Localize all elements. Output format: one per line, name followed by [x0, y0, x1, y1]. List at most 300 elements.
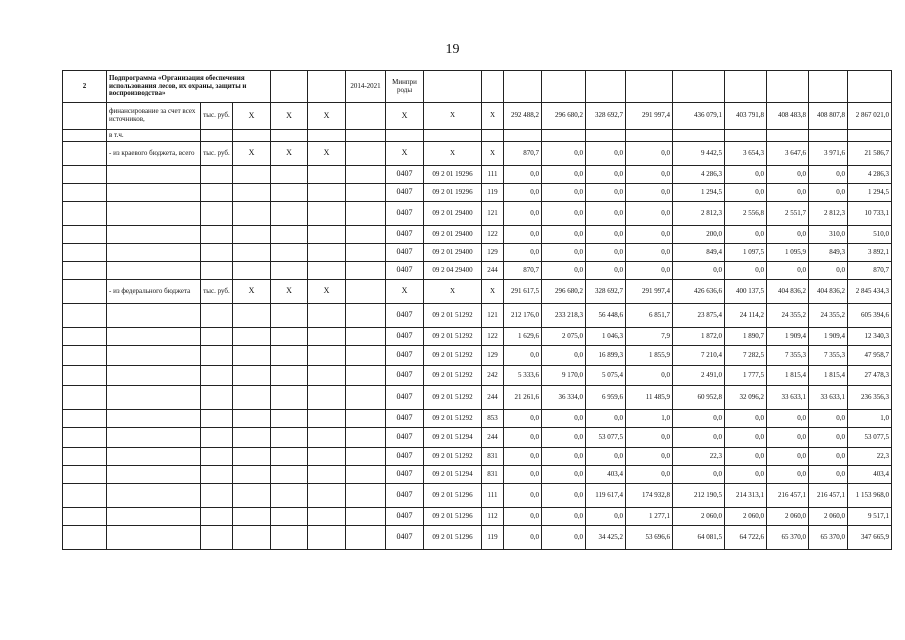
row-target-article — [424, 130, 482, 142]
row-code-1 — [233, 508, 271, 526]
row-name — [107, 226, 201, 244]
row-code-3 — [308, 448, 346, 466]
row-value — [673, 130, 725, 142]
row-value: 216 457,1 — [809, 484, 848, 508]
row-expense-type: 129 — [482, 244, 504, 262]
row-grbs: X — [386, 103, 424, 130]
table-row — [63, 130, 892, 142]
row-value: 0,0 — [767, 262, 809, 280]
row-code-1 — [233, 262, 271, 280]
table-row — [63, 103, 892, 130]
subprogram-title: Подпрограмма «Организация обеспечения использования лесов, их охраны, защиты и воспроизводства» — [107, 71, 271, 103]
row-value — [586, 130, 626, 142]
row-code-2 — [271, 130, 308, 142]
row-unit — [201, 366, 233, 386]
row-target-article: 09 2 01 19296 — [424, 166, 482, 184]
row-target-article: 09 2 01 51294 — [424, 466, 482, 484]
subprogram-period: 2014-2021 — [346, 71, 386, 103]
row-value: 3 647,6 — [767, 142, 809, 166]
row-value: 0,0 — [542, 142, 586, 166]
row-code-3 — [308, 366, 346, 386]
row-code-2 — [271, 346, 308, 366]
row-value: 22,3 — [848, 448, 892, 466]
row-target-article: X — [424, 103, 482, 130]
row-name: финансирование за счет всех источников, — [107, 103, 201, 130]
row-grbs: 0407 — [386, 184, 424, 202]
row-value: 7 355,3 — [767, 346, 809, 366]
row-value: 0,0 — [725, 262, 767, 280]
table-row — [63, 526, 892, 550]
row-value: 3 654,3 — [725, 142, 767, 166]
row-expense-type: 111 — [482, 484, 504, 508]
row-value: 0,0 — [504, 244, 542, 262]
row-value: 0,0 — [586, 166, 626, 184]
row-value: 1 815,4 — [809, 366, 848, 386]
row-value: 0,0 — [586, 410, 626, 428]
row-code-3 — [308, 386, 346, 410]
row-unit — [201, 166, 233, 184]
row-name — [107, 202, 201, 226]
row-code-3 — [308, 166, 346, 184]
row-value: 2 060,0 — [725, 508, 767, 526]
row-code-1 — [233, 130, 271, 142]
subprogram-executor: Минпри роды — [386, 71, 424, 103]
row-expense-type: 112 — [482, 508, 504, 526]
row-value: 400 137,5 — [725, 280, 767, 304]
row-expense-type: 121 — [482, 202, 504, 226]
row-value: 1 909,4 — [767, 328, 809, 346]
row-value: 0,0 — [767, 166, 809, 184]
row-value: 21 261,6 — [504, 386, 542, 410]
row-value: 0,0 — [809, 448, 848, 466]
row-value: 0,0 — [626, 226, 673, 244]
row-value — [809, 130, 848, 142]
row-target-article: 09 2 01 19296 — [424, 184, 482, 202]
table-row — [63, 244, 892, 262]
row-unit — [201, 262, 233, 280]
row-name — [107, 346, 201, 366]
row-value: 0,0 — [504, 448, 542, 466]
row-value: 53 696,6 — [626, 526, 673, 550]
row-value: 0,0 — [626, 202, 673, 226]
row-value: 233 218,3 — [542, 304, 586, 328]
row-value: 0,0 — [504, 166, 542, 184]
row-name — [107, 166, 201, 184]
row-value: 119 617,4 — [586, 484, 626, 508]
subprogram-number: 2 — [63, 71, 107, 103]
row-value: 436 079,1 — [673, 103, 725, 130]
row-value: 34 425,2 — [586, 526, 626, 550]
row-code-3 — [308, 428, 346, 448]
row-value: 0,0 — [504, 508, 542, 526]
table-row — [63, 142, 892, 166]
row-value: 200,0 — [673, 226, 725, 244]
row-value: 0,0 — [725, 226, 767, 244]
row-code-2 — [271, 244, 308, 262]
row-unit — [201, 526, 233, 550]
row-value: 0,0 — [542, 428, 586, 448]
row-value: 65 370,0 — [767, 526, 809, 550]
row-value: 870,7 — [504, 142, 542, 166]
row-value: 0,0 — [586, 226, 626, 244]
row-value — [767, 130, 809, 142]
row-value: 0,0 — [504, 202, 542, 226]
row-value: 0,0 — [673, 428, 725, 448]
row-name — [107, 526, 201, 550]
row-value: 0,0 — [504, 428, 542, 448]
table-row — [63, 466, 892, 484]
row-value: 56 448,6 — [586, 304, 626, 328]
row-value: 53 077,5 — [848, 428, 892, 448]
row-code-2: X — [271, 103, 308, 130]
row-target-article: 09 2 01 29400 — [424, 244, 482, 262]
row-value: 2 075,0 — [542, 328, 586, 346]
row-value: 0,0 — [542, 202, 586, 226]
row-code-3 — [308, 202, 346, 226]
row-value: 0,0 — [767, 466, 809, 484]
row-code-1 — [233, 428, 271, 448]
row-unit: тыс. руб. — [201, 103, 233, 130]
row-grbs: 0407 — [386, 366, 424, 386]
row-code-2 — [271, 304, 308, 328]
row-value: 404 836,2 — [809, 280, 848, 304]
row-expense-type: 244 — [482, 386, 504, 410]
row-code-1 — [233, 304, 271, 328]
row-code-3 — [308, 184, 346, 202]
row-value: 1 815,4 — [767, 366, 809, 386]
row-value: 0,0 — [542, 466, 586, 484]
row-code-1 — [233, 526, 271, 550]
row-value: 3 971,6 — [809, 142, 848, 166]
row-unit — [201, 130, 233, 142]
row-value: 0,0 — [626, 244, 673, 262]
row-value: 292 488,2 — [504, 103, 542, 130]
row-code-2 — [271, 484, 308, 508]
row-unit — [201, 508, 233, 526]
table-row — [63, 184, 892, 202]
row-target-article: 09 2 01 51292 — [424, 304, 482, 328]
row-code-3 — [308, 262, 346, 280]
row-unit — [201, 226, 233, 244]
row-target-article: 09 2 01 51292 — [424, 328, 482, 346]
row-grbs: 0407 — [386, 262, 424, 280]
row-value: 6 959,6 — [586, 386, 626, 410]
table-row — [63, 280, 892, 304]
row-value: 24 355,2 — [767, 304, 809, 328]
row-value: 0,0 — [809, 466, 848, 484]
row-grbs: 0407 — [386, 526, 424, 550]
row-code-1: X — [233, 142, 271, 166]
row-expense-type: 111 — [482, 166, 504, 184]
row-target-article: 09 2 01 51296 — [424, 526, 482, 550]
row-target-article: 09 2 01 51296 — [424, 484, 482, 508]
table-row — [63, 428, 892, 448]
row-value: 4 286,3 — [848, 166, 892, 184]
row-value: 2 060,0 — [809, 508, 848, 526]
row-value: 0,0 — [767, 448, 809, 466]
row-value: 0,0 — [626, 262, 673, 280]
row-value: 0,0 — [504, 466, 542, 484]
row-value: 0,0 — [767, 226, 809, 244]
row-value: 347 665,9 — [848, 526, 892, 550]
row-expense-type: 119 — [482, 184, 504, 202]
table-row — [63, 366, 892, 386]
row-value: 0,0 — [542, 508, 586, 526]
table-row — [63, 262, 892, 280]
row-unit — [201, 448, 233, 466]
row-code-3 — [308, 226, 346, 244]
row-value: 0,0 — [626, 428, 673, 448]
row-value: 849,4 — [673, 244, 725, 262]
row-value: 1 153 968,0 — [848, 484, 892, 508]
row-target-article: 09 2 01 29400 — [424, 202, 482, 226]
row-code-3 — [308, 130, 346, 142]
row-code-1 — [233, 366, 271, 386]
table-row — [63, 410, 892, 428]
subprogram-header-row — [63, 71, 892, 103]
row-grbs: X — [386, 280, 424, 304]
row-code-2 — [271, 448, 308, 466]
row-code-3 — [308, 244, 346, 262]
row-value: 1 046,3 — [586, 328, 626, 346]
row-value: 0,0 — [542, 262, 586, 280]
row-value: 4 286,3 — [673, 166, 725, 184]
row-expense-type: 122 — [482, 328, 504, 346]
row-code-1 — [233, 448, 271, 466]
row-name — [107, 410, 201, 428]
row-target-article: 09 2 01 51292 — [424, 346, 482, 366]
row-code-3 — [308, 508, 346, 526]
row-value: 9 517,1 — [848, 508, 892, 526]
row-value: 0,0 — [542, 226, 586, 244]
row-value: 2 556,8 — [725, 202, 767, 226]
row-unit: тыс. руб. — [201, 142, 233, 166]
table-row — [63, 346, 892, 366]
table-row — [63, 304, 892, 328]
row-value: 310,0 — [809, 226, 848, 244]
row-value: 0,0 — [767, 184, 809, 202]
row-value: 23 875,4 — [673, 304, 725, 328]
row-value: 849,3 — [809, 244, 848, 262]
row-value: 7,9 — [626, 328, 673, 346]
row-value: 0,0 — [542, 484, 586, 508]
row-value: 0,0 — [542, 410, 586, 428]
row-value: 0,0 — [626, 448, 673, 466]
row-code-1 — [233, 346, 271, 366]
row-name — [107, 448, 201, 466]
row-value: 0,0 — [626, 142, 673, 166]
row-value — [542, 130, 586, 142]
row-value: 296 680,2 — [542, 103, 586, 130]
row-value: 408 483,8 — [767, 103, 809, 130]
row-code-3 — [308, 410, 346, 428]
row-code-3 — [308, 346, 346, 366]
row-value: 212 176,0 — [504, 304, 542, 328]
row-code-1: X — [233, 103, 271, 130]
row-value: 0,0 — [626, 366, 673, 386]
row-value: 403,4 — [848, 466, 892, 484]
row-value: 0,0 — [809, 428, 848, 448]
row-value: 0,0 — [809, 262, 848, 280]
row-expense-type: 122 — [482, 226, 504, 244]
page-number: 19 — [445, 42, 460, 57]
row-value: 1 095,9 — [767, 244, 809, 262]
row-value: 1 777,5 — [725, 366, 767, 386]
row-value: 60 952,8 — [673, 386, 725, 410]
row-value: 296 680,2 — [542, 280, 586, 304]
row-value: 0,0 — [586, 262, 626, 280]
row-value: 0,0 — [673, 262, 725, 280]
row-grbs — [386, 130, 424, 142]
row-name — [107, 428, 201, 448]
row-grbs: 0407 — [386, 346, 424, 366]
row-name — [107, 508, 201, 526]
row-value: 0,0 — [542, 184, 586, 202]
row-value: 32 096,2 — [725, 386, 767, 410]
row-grbs: X — [386, 142, 424, 166]
row-value: 426 636,6 — [673, 280, 725, 304]
row-value: 2 491,0 — [673, 366, 725, 386]
row-value: 2 812,3 — [809, 202, 848, 226]
row-target-article: 09 2 04 29400 — [424, 262, 482, 280]
row-value: 404 836,2 — [767, 280, 809, 304]
row-value: 22,3 — [673, 448, 725, 466]
row-code-2 — [271, 526, 308, 550]
row-value: 605 394,6 — [848, 304, 892, 328]
row-value: 0,0 — [626, 166, 673, 184]
row-code-3 — [308, 328, 346, 346]
budget-table — [62, 70, 892, 550]
row-unit — [201, 244, 233, 262]
row-value: 0,0 — [809, 410, 848, 428]
row-value: 328 692,7 — [586, 280, 626, 304]
row-target-article: 09 2 01 51292 — [424, 410, 482, 428]
row-code-2 — [271, 202, 308, 226]
row-value: 9 442,5 — [673, 142, 725, 166]
row-unit — [201, 410, 233, 428]
row-value: 0,0 — [542, 346, 586, 366]
row-unit — [201, 328, 233, 346]
row-unit — [201, 304, 233, 328]
row-value: 36 334,0 — [542, 386, 586, 410]
row-value: 21 586,7 — [848, 142, 892, 166]
row-code-2 — [271, 166, 308, 184]
row-expense-type: 853 — [482, 410, 504, 428]
row-value: 0,0 — [586, 244, 626, 262]
row-value: 0,0 — [673, 410, 725, 428]
row-value: 7 282,5 — [725, 346, 767, 366]
row-value: 0,0 — [809, 166, 848, 184]
row-grbs: 0407 — [386, 328, 424, 346]
row-value: 0,0 — [504, 184, 542, 202]
row-code-1 — [233, 484, 271, 508]
row-value: 0,0 — [673, 466, 725, 484]
row-name — [107, 386, 201, 410]
row-value: 12 340,3 — [848, 328, 892, 346]
row-value: 7 355,3 — [809, 346, 848, 366]
row-expense-type: 119 — [482, 526, 504, 550]
row-value: 2 060,0 — [673, 508, 725, 526]
row-value: 510,0 — [848, 226, 892, 244]
row-code-3: X — [308, 280, 346, 304]
row-name — [107, 366, 201, 386]
row-name — [107, 262, 201, 280]
row-code-2 — [271, 508, 308, 526]
row-value: 0,0 — [725, 184, 767, 202]
row-value: 291 997,4 — [626, 103, 673, 130]
row-value: 9 170,0 — [542, 366, 586, 386]
table-row — [63, 508, 892, 526]
row-value: 3 892,1 — [848, 244, 892, 262]
row-code-1 — [233, 328, 271, 346]
row-value — [725, 130, 767, 142]
row-unit — [201, 428, 233, 448]
row-value: 24 114,2 — [725, 304, 767, 328]
row-code-3 — [308, 304, 346, 328]
table-row — [63, 448, 892, 466]
row-value: 870,7 — [504, 262, 542, 280]
row-value: 1 872,0 — [673, 328, 725, 346]
row-grbs: 0407 — [386, 166, 424, 184]
row-code-2 — [271, 262, 308, 280]
row-code-1: X — [233, 280, 271, 304]
row-value: 16 899,3 — [586, 346, 626, 366]
table-row — [63, 328, 892, 346]
row-code-2 — [271, 386, 308, 410]
row-value: 408 807,8 — [809, 103, 848, 130]
row-value: 2 551,7 — [767, 202, 809, 226]
row-unit — [201, 202, 233, 226]
row-value: 0,0 — [725, 466, 767, 484]
row-value: 2 867 021,0 — [848, 103, 892, 130]
row-code-2 — [271, 226, 308, 244]
row-value: 0,0 — [586, 202, 626, 226]
row-unit — [201, 386, 233, 410]
row-code-2 — [271, 428, 308, 448]
row-grbs: 0407 — [386, 202, 424, 226]
row-value: 0,0 — [504, 410, 542, 428]
row-value: 214 313,1 — [725, 484, 767, 508]
row-value: 1 855,9 — [626, 346, 673, 366]
row-value: 53 077,5 — [586, 428, 626, 448]
row-code-2 — [271, 328, 308, 346]
row-value: 0,0 — [725, 428, 767, 448]
row-value: 7 210,4 — [673, 346, 725, 366]
row-value: 1 909,4 — [809, 328, 848, 346]
row-value: 0,0 — [542, 526, 586, 550]
row-expense-type: X — [482, 142, 504, 166]
row-grbs: 0407 — [386, 244, 424, 262]
row-value: 0,0 — [542, 448, 586, 466]
row-code-1 — [233, 466, 271, 484]
row-value: 0,0 — [542, 166, 586, 184]
row-value: 174 932,8 — [626, 484, 673, 508]
row-target-article: X — [424, 142, 482, 166]
row-value: 6 851,7 — [626, 304, 673, 328]
table-row — [63, 202, 892, 226]
row-code-3: X — [308, 142, 346, 166]
row-value: 2 845 434,3 — [848, 280, 892, 304]
row-value: 870,7 — [848, 262, 892, 280]
row-unit: тыс. руб. — [201, 280, 233, 304]
row-grbs: 0407 — [386, 466, 424, 484]
row-code-3: X — [308, 103, 346, 130]
row-value: 5 075,4 — [586, 366, 626, 386]
row-value: 1 890,7 — [725, 328, 767, 346]
row-name — [107, 466, 201, 484]
row-value: 0,0 — [542, 244, 586, 262]
row-value: 0,0 — [626, 466, 673, 484]
